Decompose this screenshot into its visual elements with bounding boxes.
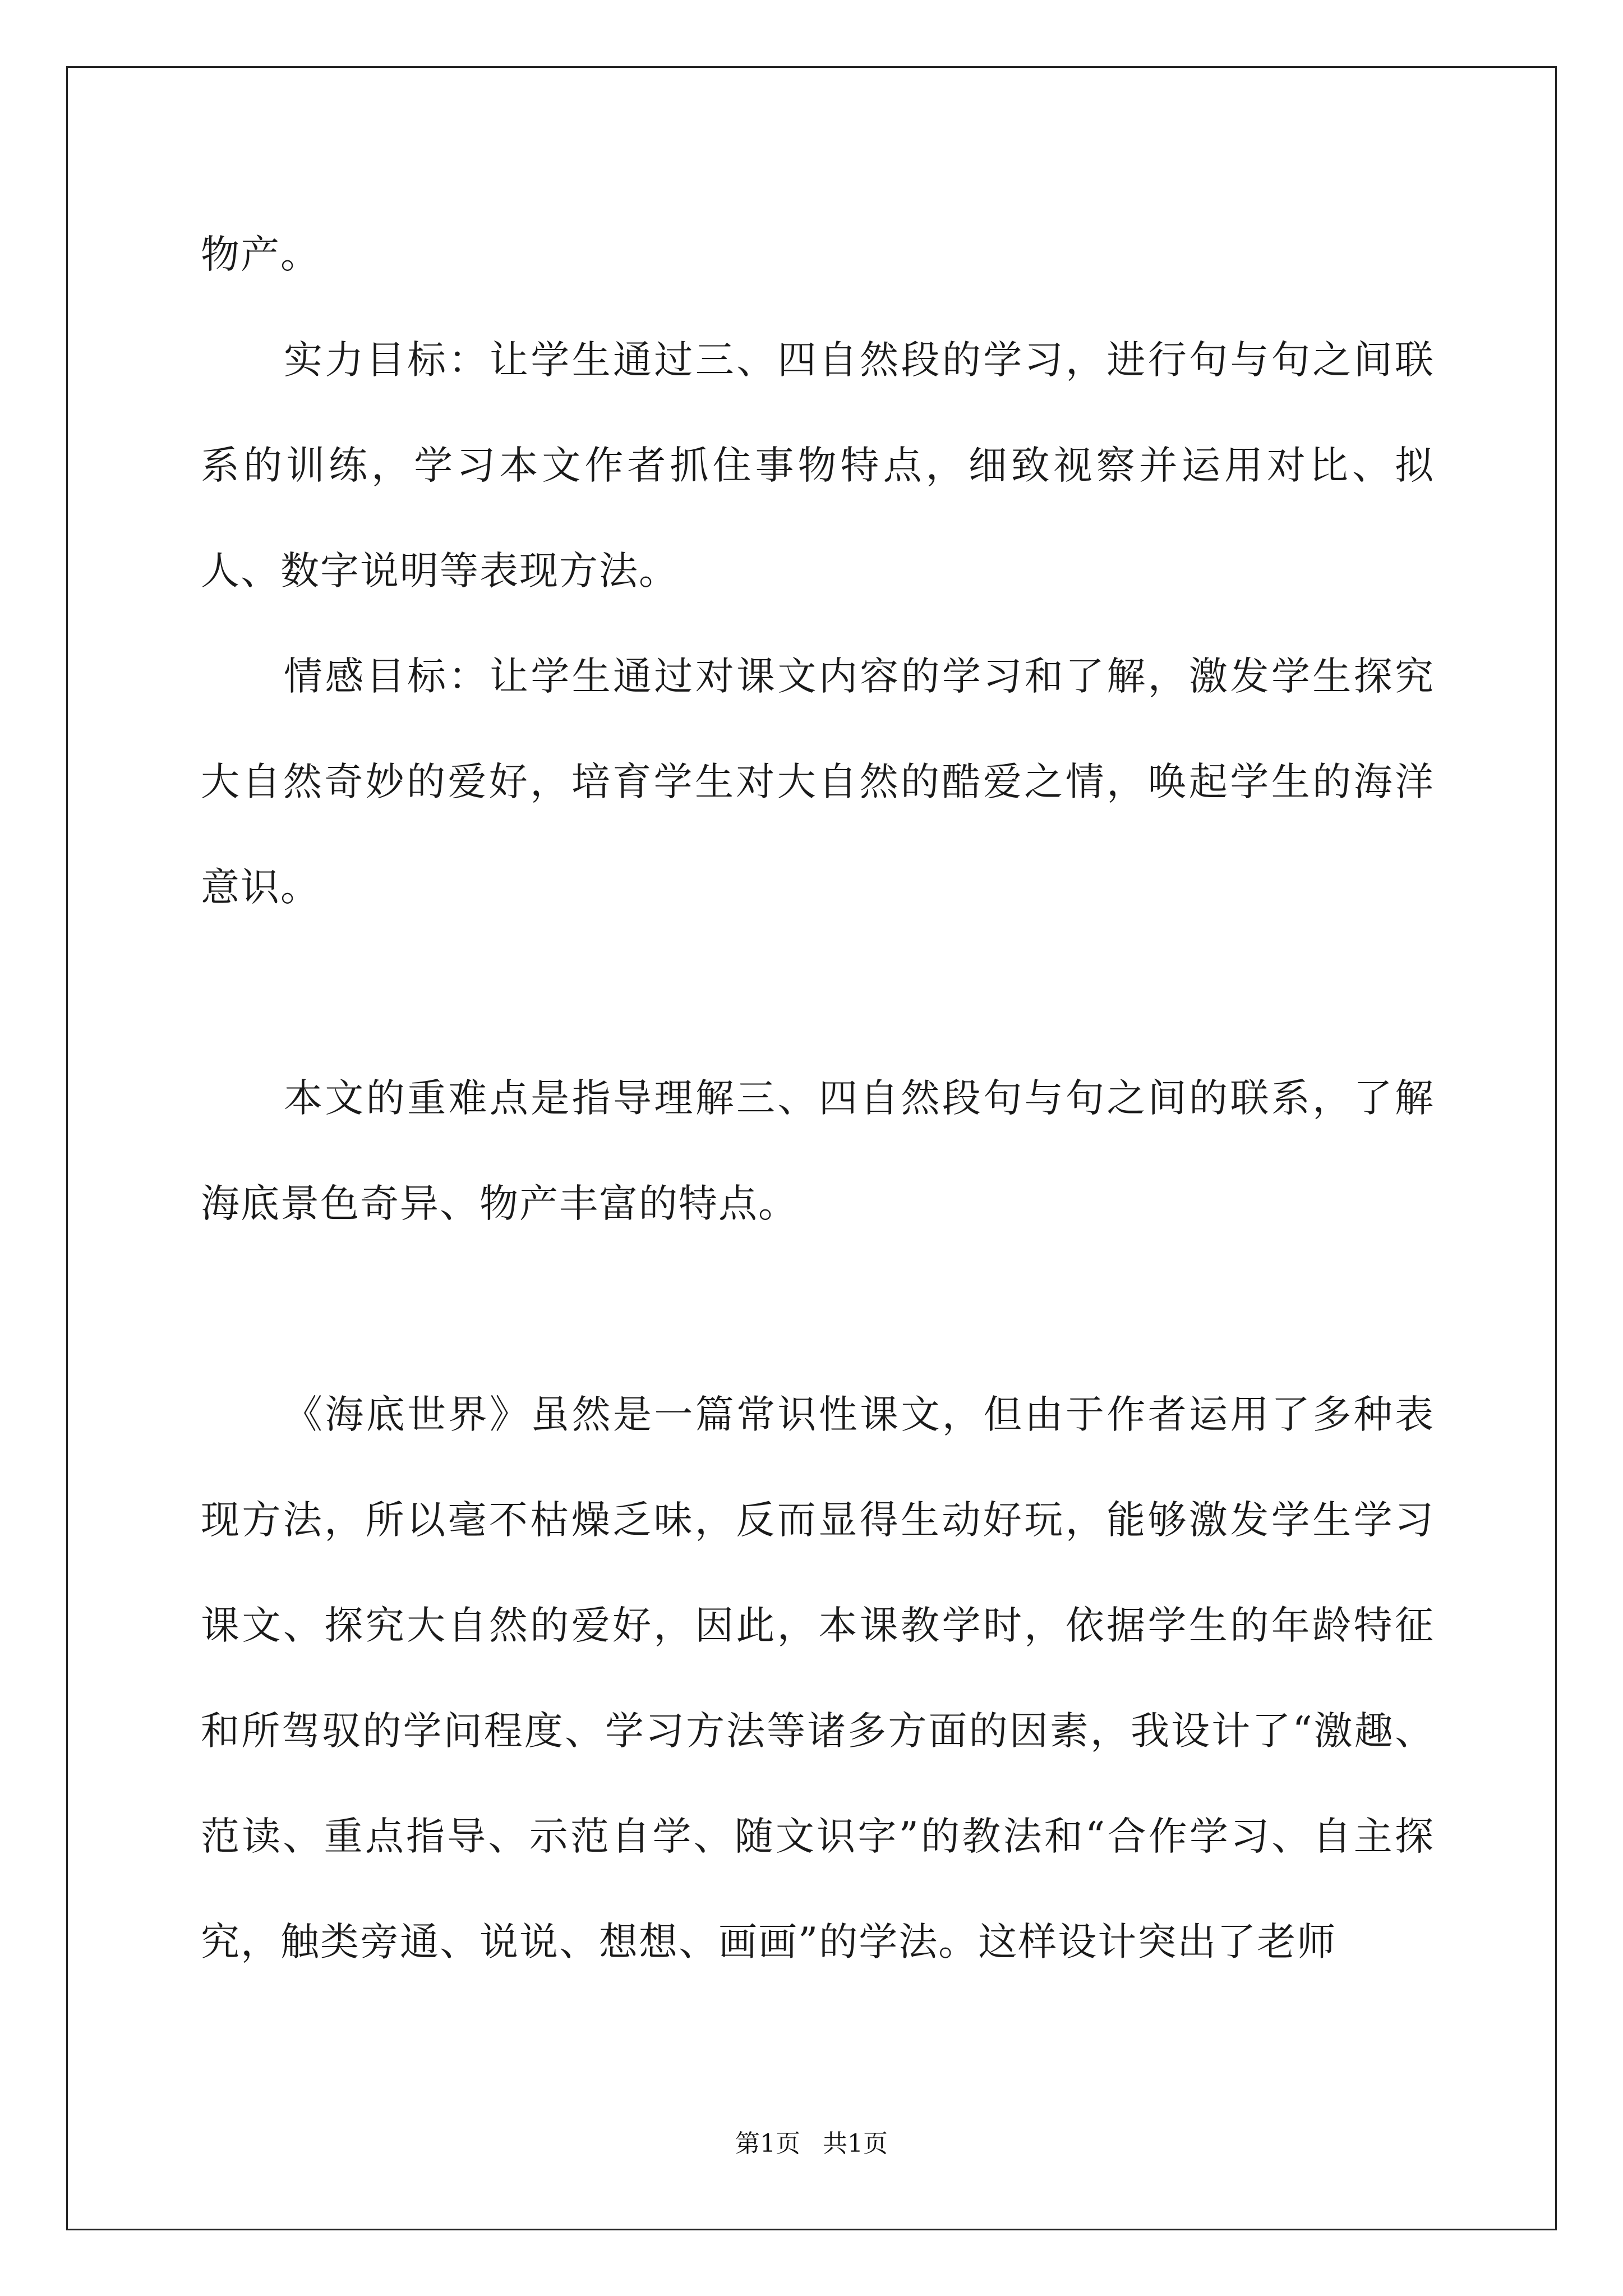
blank-line [201, 940, 1435, 1046]
paragraph-method-design: 《海底世界》虽然是一篇常识性课文，但由于作者运用了多种表现方法，所以毫不枯燥乏味，反而显得生动好玩，能够激发学生学习课文、探究大自然的爱好，因此，本课教学时，依据学生的年龄特征和所驾驭的学问程度、学习方法等诸多方面的因素，我设计了“激趣、范读、重点指导、示范自学、随文识字”的教法和“合作学习、自主探究，触类旁通、说说、想想、画画”的学法。这样设计突出了老师 [201, 1392, 1435, 1964]
page-number: 第1页 [735, 2129, 800, 2158]
paragraph-ability-goal: 实力目标：让学生通过三、四自然段的学习，进行句与句之间联系的训练，学习本文作者抓住事物特点，细致视察并运用对比、拟人、数字说明等表现方法。 [201, 338, 1435, 593]
page-footer [0, 2123, 1623, 2159]
paragraph-key-points: 本文的重难点是指导理解三、四自然段句与句之间的联系，了解海底景色奇异、物产丰富的特点。 [201, 1076, 1435, 1226]
paragraph-continuation: 物产。 [201, 232, 320, 277]
blank-line [201, 1257, 1435, 1362]
document-body [201, 202, 1435, 1995]
paragraph-emotion-goal: 情感目标：让学生通过对课文内容的学习和了解，激发学生探究大自然奇妙的爱好，培育学生对大自然的酷爱之情，唤起学生的海洋意识。 [201, 654, 1435, 910]
page-total: 共1页 [823, 2129, 888, 2158]
